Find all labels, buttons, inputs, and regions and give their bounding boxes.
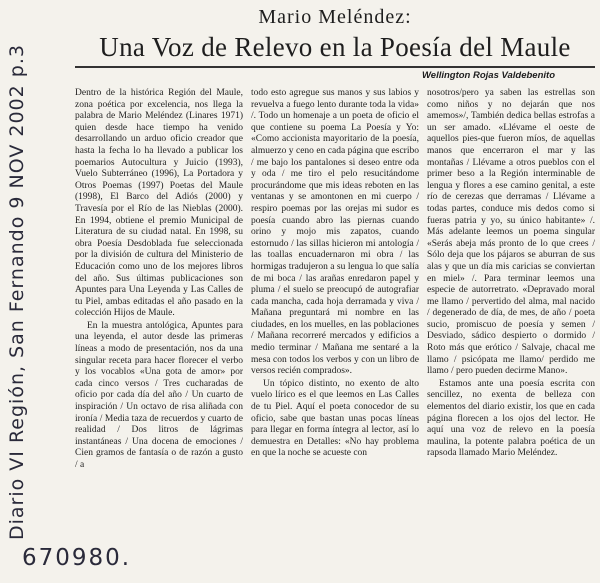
- article-body: [75, 88, 595, 558]
- paragraph: Dentro de la histórica Región del Maule, zona poética por excelencia, nos llega la palabra de Mario Meléndez (Linares 1971) quien desde hace tiempo ha venido desarrollando un arduo oficio creador que hasta la fecha lo ha llevado a publicar los poemarios Autocultura y Juicio (1993), Vuelo Subterráneo (1996), La Portadora y Otros Poemas (1997) Poetas del Maule (1998), El Barco del Adiós (2000) y Travesía por el Río de las Nieblas (2000). En 1994, obtiene el premio Municipal de Literatura de su ciudad natal. En 1998, su obra Poesía Desdoblada fue seleccionada por la división de cultura del Ministerio de Educación como uno de los mejores libros del año. Sus últimas publicaciones son Apuntes para Una Leyenda y Las Calles de tu Piel, ambas editadas el año pasado en la colección Hijos de Maule.: [75, 88, 243, 319]
- article-column-1: [75, 88, 243, 558]
- handwritten-catalog-number: 670980.: [22, 545, 132, 571]
- article-column-3: [427, 88, 595, 558]
- paragraph: En la muestra antológica, Apuntes para una leyenda, el autor desde las primeras líneas a modo de presentación, nos da una singular receta para hacer florecer el verbo y los vocablos «Una gota de amor» por cada cinco versos / Tres cucharadas de oficio por cada día del año / Un cuarto de inspiración / Un octavo de risa aliñada con ironía / Media taza de recuerdos y cuarto de realidad / Dos litros de lágrimas instantáneas / Una docena de emociones / Cien gramos de fantasía o de razón a gusto / a: [75, 320, 243, 470]
- paragraph: todo esto agregue sus manos y sus labios y revuelva a fuego lento durante toda la vida» /. Todo un homenaje a un poeta de oficio el que contiene su poema La Poesía y Yo: «Como accionista mayoritario de la poesía, almuerzo y ceno en cada página que escribo / me bajo los pantalones si deseo entre oda y oda / me tiro el pelo resucitándome procurándome que mis ideas reboten en las ventanas y se amontonen en mi cuerpo / respiro poemas por las orejas mi sudor es poesía cuando abro las piernas cuando orino y mojo mis zapatos, cuando estornudo / las sillas hicieron mi antología / las toallas encuadernaron mi obra / las hormigas tradujeron a su lengua lo que salía de mi boca / las arañas enredaron papel y pluma / el suelo se preocupó de autografiar cada mancha, cada hoja derramada y viva / Mañana preguntará mi nombre en las ciudades, en los muelles, en las poblaciones / Mañana recorreré mercados y edificios a medio terminar / Mañana me sentaré a la mesa con todos los verbos y con un libro de versos recién comprados».: [251, 88, 419, 377]
- article: [75, 4, 595, 558]
- paragraph: Estamos ante una poesía escrita con sencillez, no exenta de belleza con elementos del diario existir, los que en cada página florecen a los ojos del lector. He aquí una voz de relevo en la poesía maulina, la potente palabra poética de un rapsoda llamado Mario Meléndez.: [427, 378, 595, 459]
- article-headline: Una Voz de Relevo en la Poesía del Maule: [99, 32, 571, 62]
- article-kicker: Mario Meléndez:: [258, 6, 412, 28]
- paragraph: nosotros/pero ya saben las estrellas son como niños y no dejarán que nos amemos»/, También dedica bellas estrofas a un ser amado. «Llévame el oeste de aquellos pies-que fueron míos, de aquellas manos que encerraron el mar y las montañas / Llévame a otros pueblos con el primer beso a la Región interminable de lengua y flores a ese camino genital, a este río de cerezas que derramas / Llévame a todas partes, conduce mis dedos como si fueras patria y yo, su único habitante» /. Más adelante leemos un poema singular «Serás abeja más pronto de lo que crees / Sólo deja que los pájaros se aburran de sus alas y que un día mis caricias se conviertan en miel» /. Para terminar leemos una especie de autorretrato. «Depravado moral me llamo / pervertido del alma, mal nacido / degenerado de día, de mes, de año / poeta sucio, promiscuo de poesía y semen / Desviado, sádico despierto o dormido / Roto más que erótico / Salvaje, chacal me llamo / psicópata me llamo/ perdido me llamo / pero pueden decirme Mano».: [427, 88, 595, 377]
- article-byline: Wellington Rojas Valdebenito: [75, 66, 595, 82]
- paragraph: Un tópico distinto, no exento de alto vuelo lírico es el que leemos en Las Calles de tu Piel. Aquí el poeta conocedor de su oficio, sabe que bastan unas pocas líneas para llegar en forma íntegra al lector, así lo demuestra en Detalles: «No hay problema en que la noche se acueste con: [251, 378, 419, 459]
- handwritten-source-note: Diario VI Región, San Fernando 9 NOV 2002 p.3: [6, 44, 28, 540]
- article-column-2: [251, 88, 419, 558]
